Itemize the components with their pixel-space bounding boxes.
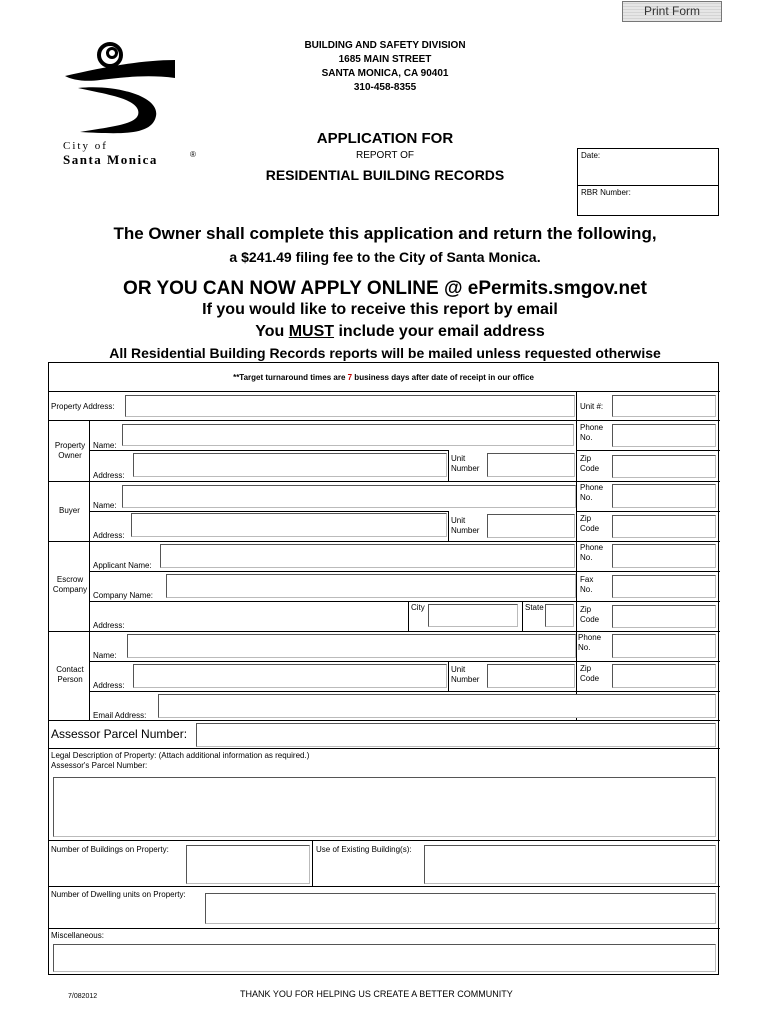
- divider: [48, 886, 720, 887]
- property-unit-label: Unit #:: [580, 402, 604, 411]
- apn-input[interactable]: [196, 723, 716, 747]
- contact-unit-input[interactable]: [487, 664, 575, 688]
- escrow-applicant-input[interactable]: [160, 544, 575, 568]
- instruction-filing-fee: a $241.49 filing fee to the City of Santa Monica.: [229, 249, 541, 265]
- divider: [448, 450, 449, 481]
- divider: [522, 601, 523, 631]
- owner-section-label: Property Owner: [54, 441, 86, 460]
- divider: [312, 840, 313, 886]
- escrow-phone-label: Phone No.: [580, 543, 604, 562]
- escrow-zip-input[interactable]: [612, 605, 716, 628]
- buyer-address-input[interactable]: [131, 513, 447, 537]
- instruction-must-word: MUST: [288, 323, 335, 340]
- divider: [48, 420, 720, 421]
- owner-phone-label: Phone No.: [580, 423, 604, 442]
- building-use-label: Use of Existing Building(s):: [316, 845, 412, 854]
- miscellaneous-label: Miscellaneous:: [51, 931, 104, 940]
- rbr-number-label: RBR Number:: [581, 188, 631, 197]
- turnaround-days: 7: [347, 373, 353, 382]
- contact-zip-label: Zip Code: [580, 664, 600, 683]
- divider: [89, 691, 720, 692]
- escrow-address-label: Address:: [93, 621, 125, 630]
- apn-label: Assessor Parcel Number:: [51, 727, 188, 741]
- escrow-zip-label: Zip Code: [580, 605, 600, 624]
- instruction-mailed: All Residential Building Records reports will be mailed unless requested otherwise: [109, 345, 661, 361]
- owner-phone-input[interactable]: [612, 424, 716, 447]
- dwelling-units-label: Number of Dwelling units on Property:: [51, 890, 186, 899]
- instruction-owner-complete: The Owner shall complete this application and return the following,: [113, 224, 657, 243]
- contact-phone-label: Phone No.: [578, 633, 602, 652]
- contact-phone-input[interactable]: [612, 634, 716, 658]
- legal-description-label: Legal Description of Property: (Attach additional information as required.): [51, 751, 310, 760]
- buyer-unit-label: Unit Number: [451, 516, 480, 535]
- contact-email-input[interactable]: [158, 694, 716, 718]
- date-label: Date:: [581, 151, 601, 160]
- form-title-application: APPLICATION FOR: [316, 130, 454, 147]
- divider: [48, 541, 720, 542]
- escrow-state-input[interactable]: [545, 604, 574, 627]
- header-address: [270, 39, 500, 95]
- buyer-phone-input[interactable]: [612, 484, 716, 508]
- divider: [48, 928, 720, 929]
- divider: [576, 391, 577, 720]
- logo-city-of: City of: [63, 140, 108, 152]
- miscellaneous-input[interactable]: [53, 944, 716, 972]
- buyer-address-label: Address:: [93, 531, 125, 540]
- dwelling-units-input[interactable]: [205, 893, 716, 924]
- contact-unit-label: Unit Number: [451, 665, 480, 684]
- legal-apn-label: Assessor's Parcel Number:: [51, 761, 148, 770]
- divider: [48, 391, 720, 392]
- buyer-zip-label: Zip Code: [580, 514, 600, 533]
- divider: [48, 631, 720, 632]
- divider: [48, 748, 720, 749]
- contact-email-label: Email Address:: [93, 711, 147, 720]
- property-address-label: Property Address:: [51, 402, 115, 411]
- contact-name-label: Name:: [93, 651, 117, 660]
- building-use-input[interactable]: [424, 845, 716, 884]
- divider: [48, 481, 720, 482]
- buyer-phone-label: Phone No.: [580, 483, 604, 502]
- owner-address-input[interactable]: [133, 453, 447, 477]
- street-address: 1685 MAIN STREET: [338, 54, 432, 65]
- form-title-report-of: REPORT OF: [356, 150, 414, 161]
- divider: [576, 450, 720, 451]
- divider: [48, 840, 720, 841]
- buyer-unit-input[interactable]: [487, 514, 575, 538]
- buyer-zip-input[interactable]: [612, 515, 716, 538]
- print-form-button[interactable]: Print Form: [622, 1, 722, 22]
- divider: [448, 511, 449, 541]
- contact-zip-input[interactable]: [612, 664, 716, 688]
- escrow-state-label: State: [525, 603, 544, 612]
- divider: [89, 661, 720, 662]
- turnaround-note: [48, 373, 719, 382]
- buyer-name-label: Name:: [93, 501, 117, 510]
- divider: [48, 720, 720, 721]
- escrow-applicant-label: Applicant Name:: [93, 561, 152, 570]
- buyer-section-label: Buyer: [59, 506, 80, 515]
- divider: [89, 450, 449, 451]
- escrow-city-label: City: [411, 603, 425, 612]
- division-phone: 310-458-8355: [353, 82, 417, 93]
- divider: [576, 511, 720, 512]
- instruction-apply-online: OR YOU CAN NOW APPLY ONLINE @ ePermits.smgov.net: [123, 278, 647, 299]
- logo-registered-mark: ®: [190, 150, 196, 159]
- division-name: BUILDING AND SAFETY DIVISION: [304, 40, 466, 51]
- contact-section-label: Contact Person: [56, 665, 84, 684]
- legal-description-input[interactable]: [53, 777, 716, 837]
- instruction-must-post: include your email address: [334, 323, 545, 340]
- owner-unit-label: Unit Number: [451, 454, 480, 473]
- property-address-input[interactable]: [125, 395, 575, 417]
- instruction-must-pre: You: [255, 323, 289, 340]
- divider: [89, 511, 449, 512]
- contact-address-input[interactable]: [133, 664, 447, 688]
- contact-address-label: Address:: [93, 681, 125, 690]
- buildings-count-label: Number of Buildings on Property:: [51, 845, 169, 854]
- divider: [89, 571, 720, 572]
- divider: [448, 661, 449, 691]
- form-revision-code: 7/082012: [68, 993, 98, 1000]
- buyer-name-input[interactable]: [122, 485, 576, 508]
- owner-address-label: Address:: [93, 471, 125, 480]
- owner-zip-input[interactable]: [612, 455, 716, 478]
- escrow-phone-input[interactable]: [612, 544, 716, 568]
- form-title-records: RESIDENTIAL BUILDING RECORDS: [265, 167, 505, 183]
- contact-name-input[interactable]: [127, 634, 576, 658]
- owner-name-label: Name:: [93, 441, 117, 450]
- escrow-fax-label: Fax No.: [580, 575, 594, 594]
- owner-zip-label: Zip Code: [580, 454, 600, 473]
- logo-city-name: Santa Monica: [63, 152, 158, 167]
- owner-name-input[interactable]: [122, 424, 574, 446]
- turnaround-post: business days after date of receipt in our office: [352, 373, 534, 382]
- escrow-company-input[interactable]: [166, 574, 576, 598]
- city-state-zip: SANTA MONICA, CA 90401: [321, 68, 449, 79]
- escrow-city-input[interactable]: [428, 604, 518, 627]
- divider: [89, 601, 720, 602]
- turnaround-pre: **Target turnaround times are: [233, 373, 348, 382]
- owner-unit-input[interactable]: [487, 453, 575, 477]
- property-unit-input[interactable]: [612, 395, 716, 417]
- buildings-count-input[interactable]: [186, 845, 310, 884]
- divider: [408, 601, 409, 631]
- instruction-must-email: [0, 323, 770, 341]
- escrow-company-label: Company Name:: [93, 591, 154, 600]
- footer-thank-you: THANK YOU FOR HELPING US CREATE A BETTER COMMUNITY: [240, 989, 513, 999]
- instruction-email-report: If you would like to receive this report by email: [202, 301, 558, 318]
- date-rbr-box: [577, 148, 719, 216]
- escrow-section-label: Escrow Company: [52, 575, 88, 594]
- escrow-fax-input[interactable]: [612, 575, 716, 598]
- santa-monica-logo-graphic: [60, 40, 180, 140]
